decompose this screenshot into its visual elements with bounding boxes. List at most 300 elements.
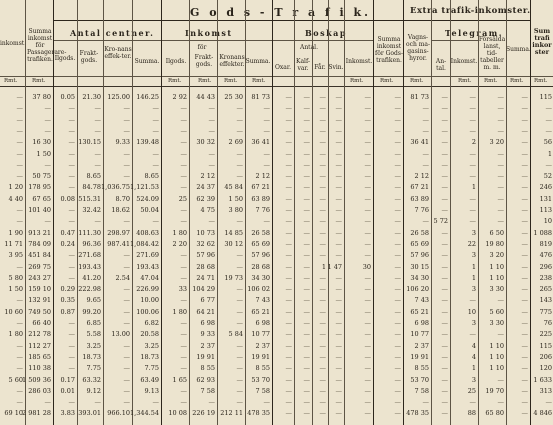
table-cell: 5 60 <box>8 375 23 384</box>
col-ilgods: Ilgods. <box>54 55 76 62</box>
table-cell: — <box>68 262 75 271</box>
table-cell: — <box>441 364 448 373</box>
table-cell: — <box>303 93 310 101</box>
table-cell: — <box>364 386 371 395</box>
table-cell: 26 58 <box>410 228 429 237</box>
table-cell: — <box>521 398 528 407</box>
table-cell: — <box>303 149 310 158</box>
table-cell: — <box>335 319 342 327</box>
table-cell: — <box>335 126 342 135</box>
table-cell: — <box>364 364 371 373</box>
table-cell: 56 <box>543 138 552 147</box>
table-cell: — <box>364 251 371 260</box>
table-cell: — <box>521 194 528 203</box>
table-cell: 6.82 <box>144 319 159 327</box>
table-cell: 8.65 <box>144 172 159 181</box>
table-cell: — <box>319 352 326 361</box>
table-cell: 37 80 <box>32 93 51 101</box>
table-cell: — <box>319 183 326 192</box>
table-cell: — <box>497 126 504 135</box>
table-cell: 0.05 <box>60 93 75 101</box>
table-cell: — <box>319 398 326 407</box>
col-vagns: Vagns-och ma-gasins-hyror. <box>405 34 431 62</box>
table-cell: — <box>441 172 448 181</box>
table-cell: — <box>441 93 448 101</box>
table-cell: 226.99 <box>136 285 159 294</box>
table-cell: — <box>16 296 23 305</box>
table-cell: — <box>521 375 528 384</box>
table-cell: — <box>521 183 528 192</box>
table-cell: — <box>441 285 448 294</box>
table-cell: — <box>319 386 326 395</box>
table-cell: 101 40 <box>28 206 51 214</box>
table-cell: — <box>123 149 130 158</box>
table-cell: 0.47 <box>60 228 75 237</box>
table-cell: 11 71 <box>4 239 23 248</box>
table-cell: — <box>497 398 504 407</box>
table-cell: 10 73 <box>196 228 215 237</box>
table-cell: — <box>441 228 448 237</box>
table-cell: — <box>394 115 401 124</box>
table-cell: — <box>44 160 51 169</box>
table-cell: 132 91 <box>28 296 51 305</box>
table-cell: — <box>123 375 130 384</box>
table-cell: 24 71 <box>196 273 215 282</box>
table-cell: 67 65 <box>32 194 51 203</box>
table-cell: — <box>364 183 371 192</box>
table-cell: 1,036.75 <box>101 183 130 192</box>
table-cell: 2 12 <box>255 172 270 181</box>
table-cell: — <box>394 386 401 395</box>
table-cell: — <box>16 386 23 395</box>
table-cell: — <box>394 398 401 407</box>
table-cell: 106 02 <box>247 285 270 294</box>
table-cell: 63 89 <box>251 194 270 203</box>
table-cell: — <box>441 183 448 192</box>
table-cell: — <box>335 239 342 248</box>
table-cell: 1 10 <box>489 273 504 282</box>
table-cell: — <box>364 104 371 113</box>
table-cell: — <box>303 138 310 147</box>
table-cell: — <box>123 319 130 327</box>
table-cell: 2 37 <box>255 341 270 350</box>
table-cell: — <box>303 386 310 395</box>
col-tel-antal: An-tal. <box>435 58 447 72</box>
table-cell: 6 98 <box>255 319 270 327</box>
table-cell: 10 60 <box>4 307 23 316</box>
table-cell: — <box>180 149 187 158</box>
table-cell: — <box>236 126 243 135</box>
col-kronans2: Kronans effekter. <box>219 54 245 68</box>
table-cell: — <box>68 172 75 181</box>
table-cell: — <box>441 307 448 316</box>
table-cell: 2.54 <box>115 273 130 282</box>
table-cell: 1 50 <box>8 285 23 294</box>
table-row <box>0 182 553 193</box>
table-cell: 3 20 <box>489 251 504 260</box>
table-cell: 25 <box>178 194 187 203</box>
table-cell: — <box>263 160 270 169</box>
table-cell: — <box>180 273 187 282</box>
table-cell: — <box>285 160 292 169</box>
table-cell: 3 95 <box>8 251 23 260</box>
table-cell: 3 <box>471 251 476 260</box>
table-cell: 7 58 <box>414 386 429 395</box>
table-cell: 112 27 <box>28 341 51 350</box>
table-cell: — <box>422 149 429 158</box>
table-cell: 775 <box>539 307 552 316</box>
table-cell: 524.09 <box>136 194 159 203</box>
table-cell: 18.73 <box>82 352 101 361</box>
table-cell: 185 65 <box>28 352 51 361</box>
table-cell: 5 60 <box>489 307 504 316</box>
col-right-summa: Sum trafi inkor ster <box>532 27 552 56</box>
table-row <box>0 397 553 408</box>
table-cell: — <box>394 262 401 271</box>
unit-kr: Rmt. <box>350 78 364 84</box>
table-cell: 10 08 <box>168 409 187 418</box>
table-cell: — <box>335 296 342 305</box>
table-cell: — <box>364 330 371 339</box>
table-cell: — <box>319 172 326 181</box>
table-cell: — <box>521 93 528 101</box>
table-cell: 111.30 <box>78 228 101 237</box>
table-cell: — <box>208 160 215 169</box>
table-cell: — <box>335 172 342 181</box>
table-cell: — <box>236 172 243 181</box>
table-row <box>0 295 553 306</box>
table-cell: — <box>123 296 130 305</box>
table-row <box>0 160 553 171</box>
table-cell: 9.12 <box>86 386 101 395</box>
table-cell: 1 <box>471 183 476 192</box>
table-cell: 9 33 <box>200 330 215 339</box>
table-cell: — <box>469 194 476 203</box>
table-cell: 2 92 <box>172 93 187 101</box>
table-cell: — <box>364 307 371 316</box>
table-cell: — <box>364 375 371 384</box>
table-cell: — <box>208 398 215 407</box>
table-cell: 57 96 <box>410 251 429 260</box>
table-cell: — <box>285 93 292 101</box>
table-cell: 1 633 <box>533 375 552 384</box>
unit-kr: Rmt. <box>4 78 18 84</box>
table-cell: 53 70 <box>251 375 270 384</box>
table-cell: — <box>123 341 130 350</box>
table-cell: — <box>285 206 292 214</box>
table-cell: 26 58 <box>251 228 270 237</box>
table-cell: — <box>123 352 130 361</box>
table-cell: 5 80 <box>8 273 23 282</box>
table-cell: 63.49 <box>140 375 159 384</box>
table-cell: — <box>469 296 476 305</box>
table-cell: — <box>16 160 23 169</box>
table-cell: 5 72 <box>433 217 448 226</box>
table-cell: 3 20 <box>489 138 504 147</box>
antal-centner-heading: Antal centner. <box>70 28 155 38</box>
table-cell: — <box>16 319 23 327</box>
table-cell: 515.31 <box>78 194 101 203</box>
table-cell: — <box>16 364 23 373</box>
table-cell: 52 <box>543 172 552 181</box>
table-header <box>0 0 553 87</box>
table-cell: 34 30 <box>410 273 429 282</box>
table-cell: — <box>364 285 371 294</box>
table-cell: — <box>208 149 215 158</box>
table-cell: 4 <box>471 352 476 361</box>
table-cell: — <box>303 409 310 418</box>
table-cell: 63 89 <box>410 194 429 203</box>
table-cell: — <box>123 364 130 373</box>
table-cell: — <box>441 330 448 339</box>
table-cell: — <box>441 251 448 260</box>
table-cell: — <box>152 126 159 135</box>
table-cell: 16 30 <box>32 138 51 147</box>
table-cell: — <box>236 341 243 350</box>
table-cell: — <box>497 160 504 169</box>
table-cell: — <box>319 330 326 339</box>
table-cell: — <box>16 172 23 181</box>
table-cell: — <box>364 126 371 135</box>
table-cell: — <box>208 217 215 226</box>
table-cell: — <box>319 217 326 226</box>
unit-kr: Rmt. <box>252 78 266 84</box>
table-cell: — <box>441 341 448 350</box>
table-cell: — <box>285 104 292 113</box>
table-cell: — <box>123 126 130 135</box>
table-cell: — <box>335 364 342 373</box>
table-cell: — <box>303 364 310 373</box>
table-cell: 32 62 <box>196 239 215 248</box>
table-cell: — <box>94 398 101 407</box>
table-cell: 6 98 <box>414 319 429 327</box>
table-cell: — <box>364 138 371 147</box>
table-cell: 7 76 <box>414 206 429 214</box>
table-row <box>0 194 553 205</box>
table-cell: — <box>521 228 528 237</box>
table-cell: — <box>497 149 504 158</box>
table-cell: — <box>364 206 371 214</box>
table-cell: — <box>497 206 504 214</box>
table-cell: — <box>68 341 75 350</box>
table-row <box>0 352 553 363</box>
table-cell: — <box>497 104 504 113</box>
table-cell: 8 55 <box>255 364 270 373</box>
table-cell: — <box>521 239 528 248</box>
table-cell: 1 50 <box>228 194 243 203</box>
table-cell: — <box>208 115 215 124</box>
table-cell: — <box>285 375 292 384</box>
table-cell: 1 <box>471 273 476 282</box>
table-cell: 115 <box>539 341 552 350</box>
table-cell: — <box>208 104 215 113</box>
table-cell: — <box>123 217 130 226</box>
table-cell: — <box>394 138 401 147</box>
table-cell: — <box>263 398 270 407</box>
table-cell: — <box>303 398 310 407</box>
table-cell: — <box>521 104 528 113</box>
table-cell: 1 509 36 <box>22 375 51 384</box>
table-cell: — <box>285 251 292 260</box>
table-cell: — <box>303 160 310 169</box>
table-cell: — <box>422 217 429 226</box>
table-cell: — <box>180 364 187 373</box>
table-cell: — <box>521 341 528 350</box>
table-cell: — <box>364 319 371 327</box>
unit-kr: Rmt. <box>198 78 212 84</box>
table-row <box>0 216 553 227</box>
table-cell: — <box>364 228 371 237</box>
table-cell: 57 96 <box>251 251 270 260</box>
table-row <box>0 239 553 250</box>
rule <box>0 76 553 77</box>
table-cell: 1 20 <box>8 183 23 192</box>
table-cell: 10.00 <box>140 296 159 305</box>
main-title: G o d s - T r a f i k. <box>190 6 371 19</box>
table-cell: — <box>521 364 528 373</box>
table-cell: 0.29 <box>60 285 75 294</box>
table-cell: 65 21 <box>251 307 270 316</box>
table-cell: — <box>319 194 326 203</box>
table-cell: — <box>263 104 270 113</box>
table-row <box>0 408 553 419</box>
table-cell: — <box>394 251 401 260</box>
table-cell: — <box>16 352 23 361</box>
table-cell: — <box>422 160 429 169</box>
table-cell: — <box>123 307 130 316</box>
table-cell: — <box>521 285 528 294</box>
extra-title: Extra trafik-inkomster. <box>410 6 531 16</box>
table-cell: — <box>285 409 292 418</box>
table-cell: 84.78 <box>82 183 101 192</box>
table-cell: — <box>521 126 528 135</box>
table-cell: — <box>441 206 448 214</box>
col-fraktgods: Frakt-gods. <box>79 50 99 64</box>
table-row <box>0 115 553 126</box>
table-cell: 25 <box>467 386 476 395</box>
table-cell: — <box>285 296 292 305</box>
table-cell: 271.68 <box>78 251 101 260</box>
table-cell: 28 68 <box>251 262 270 271</box>
table-cell: — <box>497 217 504 226</box>
table-cell: — <box>303 228 310 237</box>
table-cell: — <box>319 239 326 248</box>
table-cell: — <box>208 126 215 135</box>
table-cell: — <box>497 93 504 101</box>
table-cell: — <box>236 285 243 294</box>
table-cell: — <box>394 126 401 135</box>
table-cell: 0.01 <box>60 386 75 395</box>
table-cell: — <box>335 93 342 101</box>
table-cell: — <box>335 160 342 169</box>
table-cell: 45 84 <box>224 183 243 192</box>
table-cell: 6.85 <box>86 319 101 327</box>
table-cell: — <box>285 398 292 407</box>
table-cell: — <box>180 398 187 407</box>
table-cell: 265 <box>539 285 552 294</box>
table-cell: — <box>364 160 371 169</box>
unit-kr: Rmt. <box>168 78 182 84</box>
table-cell: — <box>469 330 476 339</box>
table-cell: — <box>422 398 429 407</box>
rule <box>432 40 478 41</box>
table-cell: — <box>335 194 342 203</box>
table-cell: 1 80 <box>172 228 187 237</box>
table-cell: — <box>441 149 448 158</box>
table-cell: 3.83 <box>60 409 75 418</box>
table-cell: — <box>441 319 448 327</box>
table-cell: — <box>285 194 292 203</box>
table-cell: 913 21 <box>28 228 51 237</box>
table-cell: — <box>263 115 270 124</box>
table-cell: — <box>335 330 342 339</box>
table-cell: — <box>123 115 130 124</box>
table-cell: — <box>469 217 476 226</box>
table-cell: — <box>303 206 310 214</box>
table-cell: 10 <box>543 217 552 226</box>
table-cell: — <box>180 319 187 327</box>
col-tel-inkomst: Inkomst. <box>450 58 478 65</box>
table-cell: — <box>236 319 243 327</box>
table-cell: 30 12 <box>224 239 243 248</box>
table-cell: 30 15 <box>410 262 429 271</box>
table-cell: 1 90 <box>8 228 23 237</box>
table-cell: — <box>441 386 448 395</box>
table-cell: 1 <box>471 364 476 373</box>
table-cell: — <box>303 375 310 384</box>
table-cell: 3 30 <box>489 319 504 327</box>
table-cell: — <box>180 386 187 395</box>
table-cell: 19 73 <box>224 273 243 282</box>
table-cell: 212 11 <box>220 409 243 418</box>
col-summa2: Summa. <box>245 58 271 65</box>
table-cell: — <box>236 352 243 361</box>
table-row <box>0 341 553 352</box>
table-cell: — <box>335 375 342 384</box>
table-cell: — <box>16 217 23 226</box>
table-cell: — <box>44 126 51 135</box>
table-cell: — <box>44 398 51 407</box>
table-cell: 22 <box>467 239 476 248</box>
table-cell: 4 <box>471 341 476 350</box>
table-cell: 2 69 <box>228 138 243 147</box>
col-fraktgods2: Frakt-gods. <box>194 54 214 68</box>
table-cell: 57 96 <box>196 251 215 260</box>
table-cell: — <box>545 115 552 124</box>
table-cell: — <box>335 217 342 226</box>
table-cell: 298.97 <box>107 228 130 237</box>
table-cell: — <box>469 126 476 135</box>
table-cell: 749 50 <box>28 307 51 316</box>
table-cell: — <box>521 172 528 181</box>
table-cell: 8 55 <box>200 364 215 373</box>
table-cell: — <box>303 285 310 294</box>
table-cell: — <box>394 194 401 203</box>
table-cell: — <box>180 104 187 113</box>
table-cell: — <box>364 273 371 282</box>
table-cell: 44 43 <box>196 93 215 101</box>
table-cell: — <box>521 217 528 226</box>
table-cell: 1 10 <box>489 364 504 373</box>
table-cell: 1 <box>321 262 326 271</box>
col-svin: Svin. <box>328 64 344 71</box>
table-cell: 5 84 <box>228 330 243 339</box>
table-cell: — <box>68 364 75 373</box>
table-cell: — <box>68 126 75 135</box>
table-cell: 8.70 <box>115 194 130 203</box>
table-cell: 32.42 <box>82 206 101 214</box>
table-cell: 14 85 <box>224 228 243 237</box>
